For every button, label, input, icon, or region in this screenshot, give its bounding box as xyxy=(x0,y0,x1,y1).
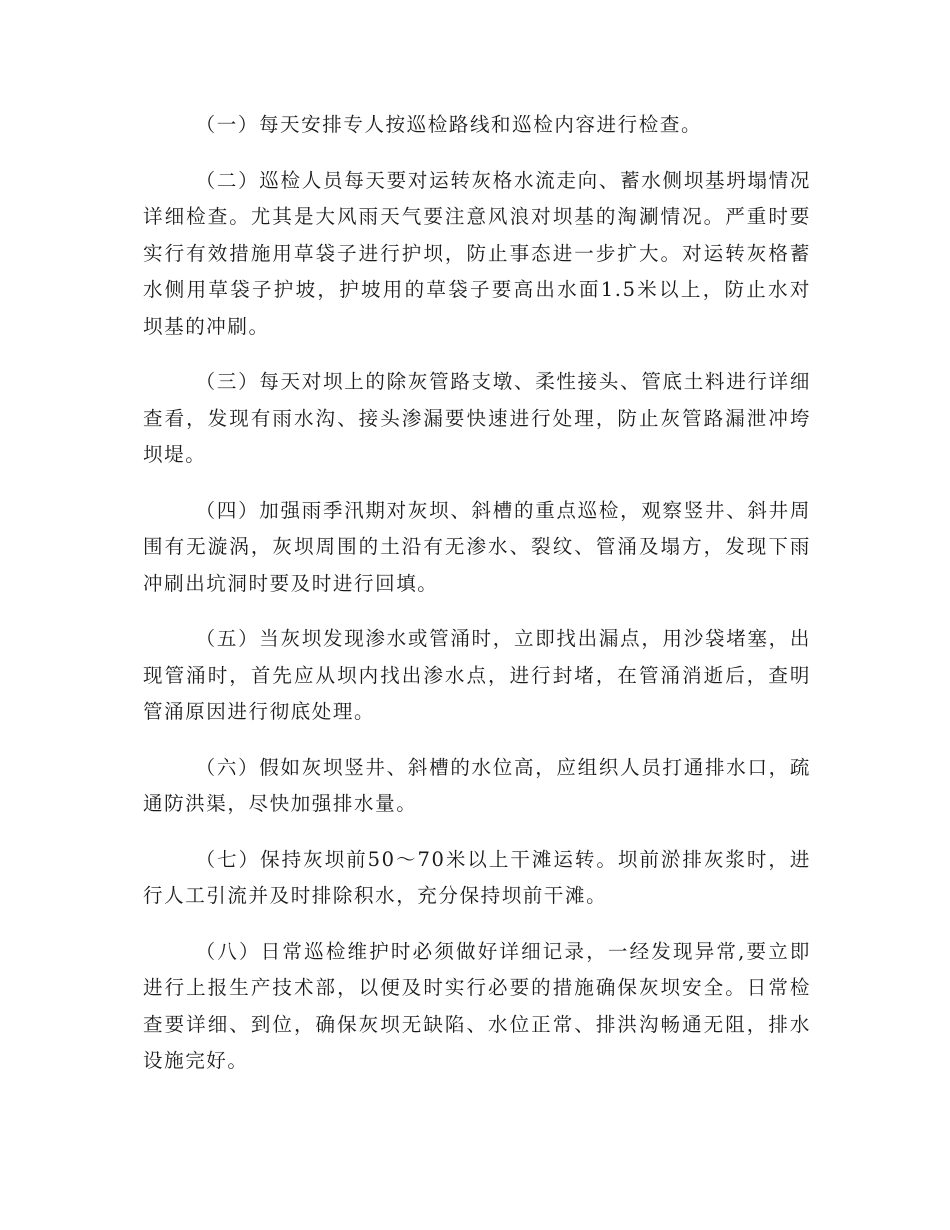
paragraph-3: （三）每天对坝上的除灰管路支墩、柔性接头、管底土料进行详细查看，发现有雨水沟、接头渗漏要快速进行处理，防止灰管路漏泄冲垮坝堤。 xyxy=(143,370,811,466)
paragraph-5: （五）当灰坝发现渗水或管涌时，立即找出漏点，用沙袋堵塞，出现管涌时，首先应从坝内找出渗水点，进行封堵，在管涌消逝后，查明管涌原因进行彻底处理。 xyxy=(143,627,811,723)
document-body xyxy=(143,107,811,1099)
paragraph-6: （六）假如灰坝竖井、斜槽的水位高，应组织人员打通排水口，疏通防洪渠，尽快加强排水量。 xyxy=(143,755,811,815)
paragraph-7: （七）保持灰坝前50～70米以上干滩运转。坝前淤排灰浆时，进行人工引流并及时排除积水，充分保持坝前干滩。 xyxy=(143,847,811,907)
paragraph-4: （四）加强雨季汛期对灰坝、斜槽的重点巡检，观察竖井、斜井周围有无漩涡，灰坝周围的土沿有无渗水、裂纹、管涌及塌方，发现下雨冲刷出坑洞时要及时进行回填。 xyxy=(143,498,811,595)
paragraph-1: （一）每天安排专人按巡检路线和巡检内容进行检查。 xyxy=(195,113,703,136)
paragraph-8: （八）日常巡检维护时必须做好详细记录，一经发现异常,要立即进行上报生产技术部，以便及时实行必要的措施确保灰坝安全。日常检查要详细、到位，确保灰坝无缺陷、水位正常、排洪沟畅通无阻，排水设施完好。 xyxy=(143,939,811,1072)
paragraph-2: （二）巡检人员每天要对运转灰格水流走向、蓄水侧坝基坍塌情况详细检查。尤其是大风雨天气要注意风浪对坝基的淘涮情况。严重时要实行有效措施用草袋子进行护坝，防止事态进一步扩大。对运转灰格蓄水侧用草袋子护坡，护坡用的草袋子要高出水面1.5米以上，防止水对坝基的冲刷。 xyxy=(143,168,811,338)
